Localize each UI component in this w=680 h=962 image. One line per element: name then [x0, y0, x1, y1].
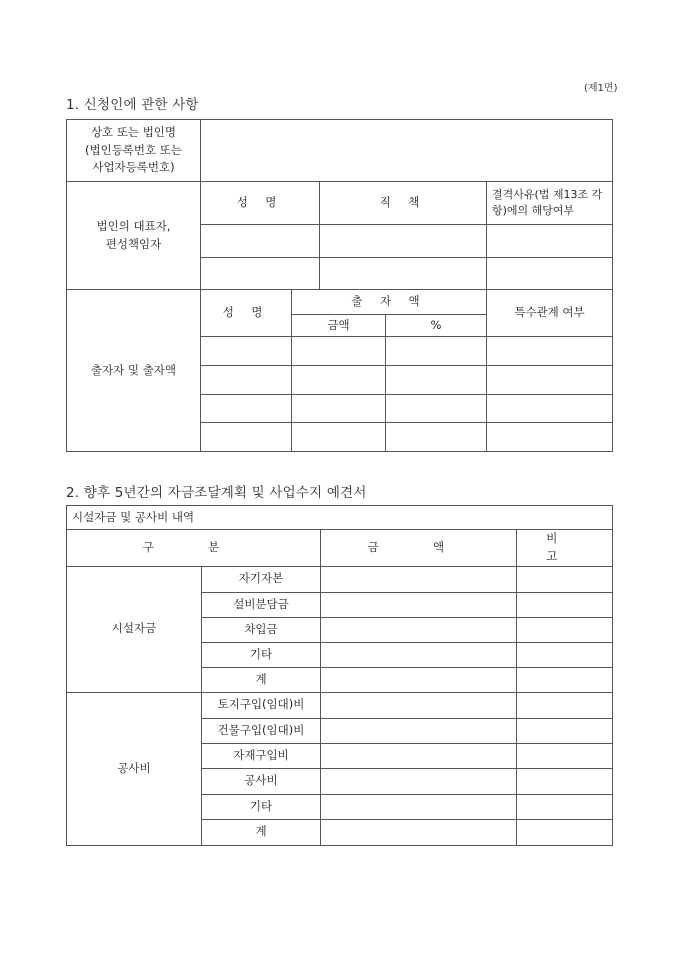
construction-total-note-field[interactable] [517, 819, 613, 845]
facility-amount-field[interactable] [321, 592, 517, 617]
facility-note-field[interactable] [517, 617, 613, 642]
construction-item-label: 자재구입비 [202, 743, 321, 768]
section1-title: 1. 신청인에 관한 사항 [66, 97, 199, 113]
page-number-label: (제1면) [584, 83, 618, 94]
relation-field[interactable] [487, 395, 613, 423]
construction-item-label: 토지구입(임대)비 [202, 692, 321, 718]
construction-item-label: 건물구입(임대)비 [202, 718, 321, 743]
construction-total-amount-field[interactable] [321, 819, 517, 845]
company-name-label [67, 120, 201, 182]
investment-percent-header: % [386, 315, 487, 337]
investment-percent-field[interactable] [386, 337, 487, 366]
construction-amount-field[interactable] [321, 743, 517, 768]
relation-field[interactable] [487, 423, 613, 452]
facility-total-amount-field[interactable] [321, 667, 517, 692]
amount-header: 금 액 [321, 530, 517, 567]
construction-amount-field[interactable] [321, 768, 517, 794]
representative-position-header: 직 책 [320, 182, 487, 225]
representative-position-field[interactable] [320, 225, 487, 258]
representative-name-field[interactable] [201, 258, 320, 290]
construction-note-field[interactable] [517, 794, 613, 819]
relation-field[interactable] [487, 366, 613, 395]
investment-amount-field[interactable] [292, 423, 386, 452]
facility-total-label: 계 [202, 667, 321, 692]
investment-amount-field[interactable] [292, 395, 386, 423]
investment-amount-header: 금액 [292, 315, 386, 337]
investor-name-field[interactable] [201, 395, 292, 423]
construction-cost-label: 공사비 [67, 692, 202, 845]
construction-note-field[interactable] [517, 692, 613, 718]
facility-fund-label: 시설자금 [67, 566, 202, 692]
category-header: 구 분 [67, 530, 321, 567]
facility-note-field[interactable] [517, 566, 613, 592]
construction-total-label: 계 [202, 819, 321, 845]
representative-label-line: 법인의 대표자, [96, 218, 171, 233]
construction-item-label: 기타 [202, 794, 321, 819]
construction-note-field[interactable] [517, 768, 613, 794]
funding-plan-table [66, 505, 613, 846]
investors-label: 출자자 및 출자액 [67, 290, 201, 452]
construction-amount-field[interactable] [321, 794, 517, 819]
company-name-field[interactable] [201, 120, 613, 182]
investment-amount-field[interactable] [292, 366, 386, 395]
construction-amount-field[interactable] [321, 692, 517, 718]
representative-label-line: 편성책임자 [105, 236, 162, 251]
investor-name-field[interactable] [201, 423, 292, 452]
section2-title: 2. 향후 5년간의 자금조달계획 및 사업수지 예견서 [66, 485, 367, 501]
representative-label [67, 182, 201, 290]
construction-note-field[interactable] [517, 718, 613, 743]
company-name-label-line: 사업자등록번호) [92, 160, 175, 175]
disqualification-header: 결격사유(법 제13조 각항)에의 해당여부 [487, 182, 613, 225]
facility-note-field[interactable] [517, 642, 613, 667]
facility-total-note-field[interactable] [517, 667, 613, 692]
investor-name-header: 성 명 [201, 290, 292, 337]
investment-amount-field[interactable] [292, 337, 386, 366]
construction-item-label: 공사비 [202, 768, 321, 794]
company-name-label-line: 상호 또는 법인명 [90, 124, 177, 139]
relation-header: 특수관계 여부 [487, 290, 613, 337]
facility-item-label: 설비분담금 [202, 592, 321, 617]
relation-field[interactable] [487, 337, 613, 366]
disqualification-field[interactable] [487, 258, 613, 290]
investment-percent-field[interactable] [386, 366, 487, 395]
facility-item-label: 기타 [202, 642, 321, 667]
facility-note-field[interactable] [517, 592, 613, 617]
facility-amount-field[interactable] [321, 566, 517, 592]
company-name-label-line: (법인등록번호 또는 [84, 142, 182, 157]
facility-item-label: 차입금 [202, 617, 321, 642]
investor-name-field[interactable] [201, 337, 292, 366]
disqualification-field[interactable] [487, 225, 613, 258]
construction-note-field[interactable] [517, 743, 613, 768]
investment-percent-field[interactable] [386, 395, 487, 423]
investment-percent-field[interactable] [386, 423, 487, 452]
investment-header: 출 자 액 [292, 290, 487, 315]
construction-amount-field[interactable] [321, 718, 517, 743]
note-header: 비 고 [517, 530, 613, 567]
representative-position-field[interactable] [320, 258, 487, 290]
facility-amount-field[interactable] [321, 617, 517, 642]
funding-table-title: 시설자금 및 공사비 내역 [67, 506, 613, 530]
representative-name-field[interactable] [201, 225, 320, 258]
facility-amount-field[interactable] [321, 642, 517, 667]
applicant-info-table [66, 119, 613, 452]
investor-name-field[interactable] [201, 366, 292, 395]
facility-item-label: 자기자본 [202, 566, 321, 592]
representative-name-header: 성 명 [201, 182, 320, 225]
